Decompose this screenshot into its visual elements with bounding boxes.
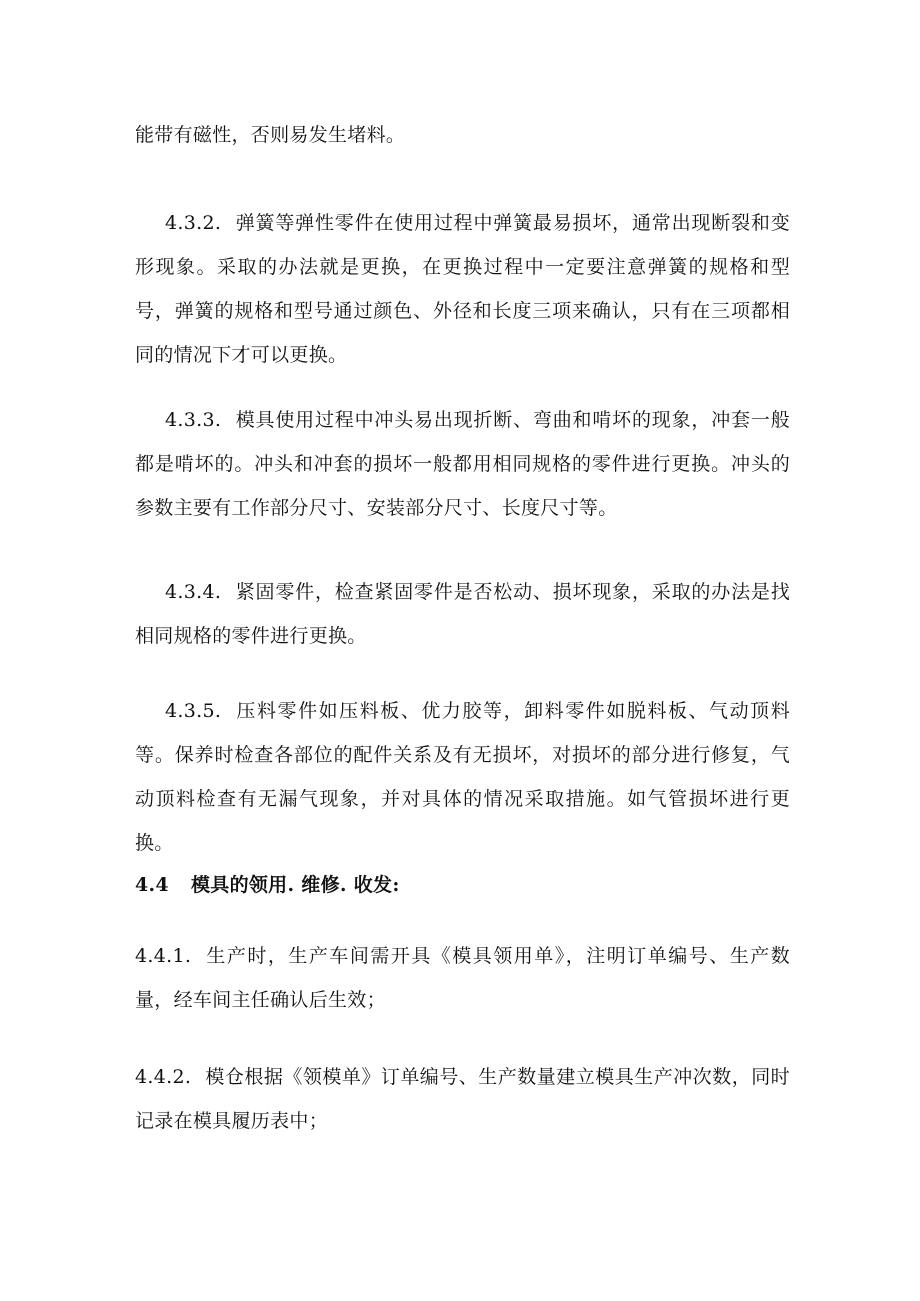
section-number: 4.3.5. — [165, 700, 222, 722]
section-number: 4.3.3. — [165, 409, 222, 431]
section-number: 4.4 — [135, 874, 169, 896]
paragraph-text: 模具使用过程中冲头易出现折断、弯曲和啃坏的现象，冲套一般都是啃坏的。冲头和冲套的损坏一般都用相同规格的零件进行更换。冲头的参数主要有工作部分尺寸、安装部分尺寸、长度尺寸等。 — [135, 409, 790, 519]
paragraph-4-3-3 — [135, 398, 790, 530]
paragraph-4-3-4 — [135, 570, 790, 658]
paragraph-4-4-1 — [135, 934, 790, 1022]
section-number: 4.4.1. — [135, 945, 192, 967]
paragraph-text: 紧固零件，检查紧固零件是否松动、损坏现象，采取的办法是找相同规格的零件进行更换。 — [135, 581, 790, 647]
paragraph-text: 生产时，生产车间需开具《模具领用单》，注明订单编号、生产数量，经车间主任确认后生效； — [135, 945, 790, 1011]
paragraph-text: 模仓根据《领模单》订单编号、生产数量建立模具生产冲次数，同时记录在模具履历表中； — [135, 1066, 790, 1132]
paragraph-continuation — [135, 113, 790, 157]
paragraph-4-4-2 — [135, 1055, 790, 1143]
section-number: 4.4.2. — [135, 1066, 192, 1088]
heading-text: 模具的领用. 维修. 收发: — [190, 874, 400, 896]
paragraph-text: 能带有磁性，否则易发生堵料。 — [135, 124, 406, 146]
section-number: 4.3.4. — [165, 581, 222, 603]
paragraph-4-3-2 — [135, 201, 790, 377]
paragraph-4-3-5 — [135, 689, 790, 865]
section-heading-4-4 — [135, 863, 790, 907]
paragraph-text: 弹簧等弹性零件在使用过程中弹簧最易损坏，通常出现断裂和变形现象。采取的办法就是更换，在更换过程中一定要注意弹簧的规格和型号，弹簧的规格和型号通过颜色、外径和长度三项来确认，只有在三项都相同的情况下才可以更换。 — [135, 212, 790, 366]
paragraph-text: 压料零件如压料板、优力胶等，卸料零件如脱料板、气动顶料等。保养时检查各部位的配件关系及有无损坏，对损坏的部分进行修复，气动顶料检查有无漏气现象，并对具体的情况采取措施。如气管损坏进行更换。 — [135, 700, 790, 854]
section-number: 4.3.2. — [165, 212, 222, 234]
